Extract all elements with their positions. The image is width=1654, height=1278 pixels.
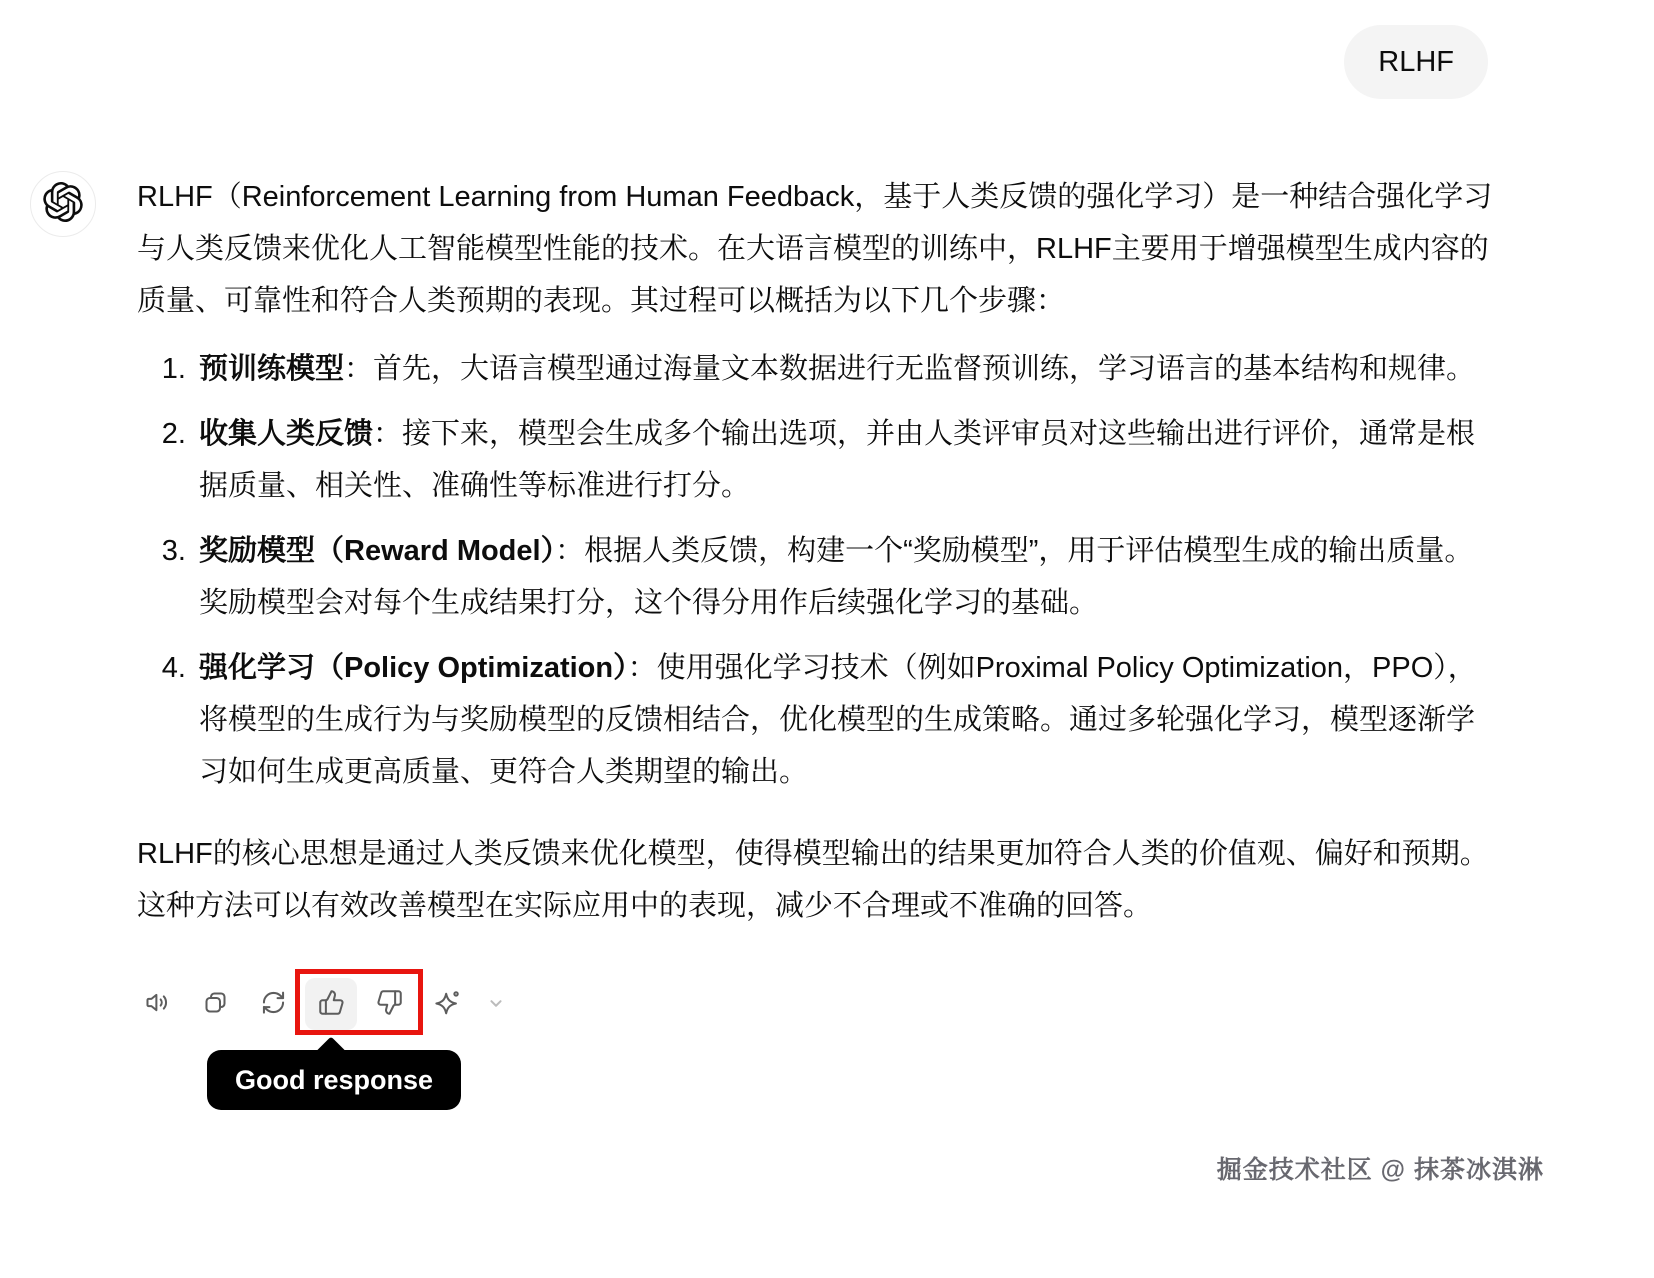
step-text: ：首先，大语言模型通过海量文本数据进行无监督预训练，学习语言的基本结构和规律。 [344, 353, 1476, 385]
assistant-conclusion-paragraph: RLHF的核心思想是通过人类反馈来优化模型，使得模型输出的结果更加符合人类的价值观、偏好和预期。这种方法可以有效改善模型在实际应用中的表现，减少不合理或不准确的回答。 [137, 838, 1489, 922]
copy-icon [202, 989, 229, 1019]
regenerate-icon [260, 989, 287, 1019]
sparkle-button[interactable] [421, 978, 473, 1030]
watermark-text: 掘金技术社区 @ 抹茶冰淇淋 [1216, 1156, 1544, 1184]
assistant-avatar [30, 171, 96, 237]
step-term: 收集人类反馈 [199, 418, 374, 450]
copy-button[interactable] [189, 978, 241, 1030]
thumbs-down-button[interactable] [363, 978, 415, 1030]
assistant-message [137, 171, 1497, 1095]
list-item [194, 408, 1497, 512]
read-aloud-button[interactable] [131, 978, 183, 1030]
step-text: ：接下来，模型会生成多个输出选项，并由人类评审员对这些输出进行评价，通常是根据质量、相关性、准确性等标准进行打分。 [199, 418, 1476, 502]
sparkle-icon [434, 989, 461, 1019]
regenerate-button[interactable] [247, 978, 299, 1030]
openai-logo-icon [43, 182, 83, 227]
message-action-bar [131, 976, 1497, 1095]
assistant-message-row [30, 171, 1497, 1095]
thumbs-up-button[interactable] [305, 978, 357, 1030]
list-item [194, 343, 1497, 395]
assistant-intro-paragraph: RLHF（Reinforcement Learning from Human Feedback，基于人类反馈的强化学习）是一种结合强化学习与人类反馈来优化人工智能模型性能的技术。在大语言模型的训练中，RLHF主要用于增强模型生成内容的质量、可靠性和符合人类预期的表现。其过程可以概括为以下几个步骤： [137, 181, 1493, 317]
good-response-tooltip: Good response [207, 1050, 461, 1110]
step-term: 强化学习（Policy Optimization） [199, 652, 628, 684]
user-message-row [1344, 25, 1488, 99]
user-message-bubble: RLHF [1344, 25, 1488, 99]
list-item [194, 642, 1497, 798]
chevron-down-icon [485, 992, 507, 1017]
speaker-icon [144, 989, 171, 1019]
step-term: 预训练模型 [199, 353, 345, 385]
step-text: ：根据人类反馈，构建一个“奖励模型”，用于评估模型生成的输出质量。奖励模型会对每个生成结果打分，这个得分用作后续强化学习的基础。 [199, 535, 1474, 619]
list-item [194, 525, 1497, 629]
thumbs-down-icon [376, 989, 403, 1019]
rlhf-steps-list [137, 343, 1497, 798]
step-term: 奖励模型（Reward Model） [199, 535, 556, 567]
thumbs-up-icon [318, 989, 345, 1019]
more-actions-button[interactable] [479, 978, 513, 1030]
step-text: ：使用强化学习技术（例如Proximal Policy Optimization，PPO），将模型的生成行为与奖励模型的反馈相结合，优化模型的生成策略。通过多轮强化学习，模型逐渐学习如何生成更高质量、更符合人类期望的输出。 [199, 652, 1477, 788]
